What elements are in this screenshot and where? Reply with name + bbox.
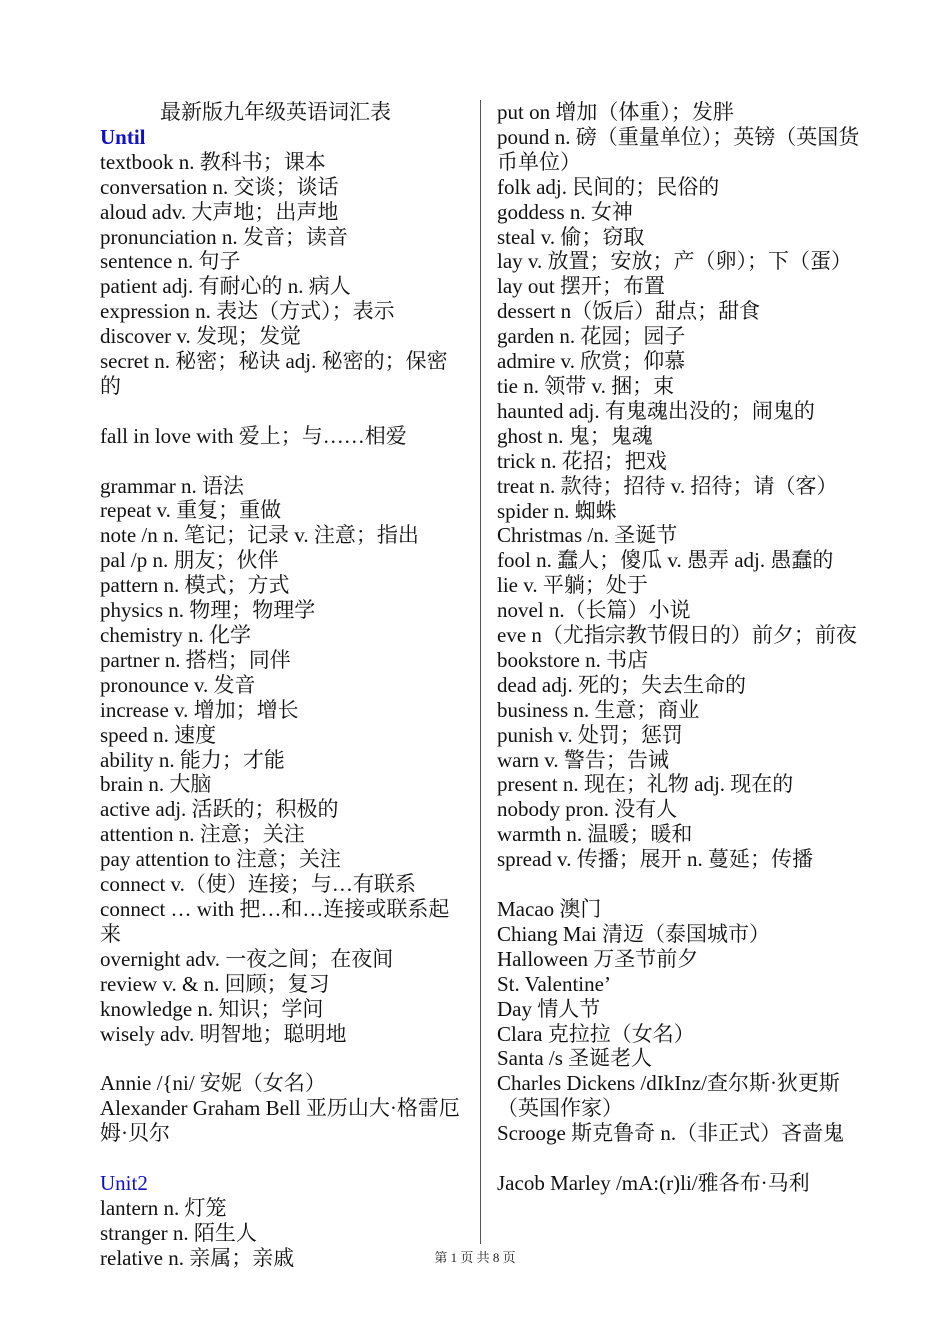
vocab-entry: lantern n. 灯笼 <box>100 1195 227 1220</box>
vocab-entry: pattern n. 模式；方式 <box>100 573 290 598</box>
vocab-entry: connect … with 把…和…连接或联系起来 <box>100 896 450 946</box>
vocab-entry: active adj. 活跃的；积极的 <box>100 797 339 822</box>
vocab-entry: present n. 现在；礼物 adj. 现在的 <box>497 772 794 797</box>
blank-line <box>497 872 865 897</box>
vocab-entry: business n. 生意；商业 <box>497 697 700 722</box>
vocab-entry: physics n. 物理；物理学 <box>100 598 316 623</box>
vocab-entry: novel n.（长篇）小说 <box>497 598 691 623</box>
vocab-entry: speed n. 速度 <box>100 722 217 747</box>
vocab-entry: sentence n. 句子 <box>100 249 241 274</box>
vocab-entry: secret n. 秘密；秘诀 adj. 秘密的；保密的 <box>100 349 448 398</box>
vocab-entry: Charles Dickens /dIkInz/查尔斯·狄更斯（英国作家） <box>497 1071 840 1121</box>
document-title: 最新版九年级英语词汇表 <box>160 100 391 124</box>
vocab-entry: pronunciation n. 发音；读音 <box>100 224 348 249</box>
vocab-entry: expression n. 表达（方式）；表示 <box>100 299 395 324</box>
vocab-entry: Chiang Mai 清迈（泰国城市） <box>497 921 770 946</box>
vocab-entry: warmth n. 温暖；暖和 <box>497 822 693 847</box>
vocab-entry: increase v. 增加；增长 <box>100 697 299 722</box>
vocab-entry: treat n. 款待；招待 v. 招待；请（客） <box>497 473 838 498</box>
vocab-entry: St. Valentine’ <box>497 971 611 996</box>
vocab-entry: pronounce v. 发音 <box>100 672 256 697</box>
vocab-entry: Scrooge 斯克鲁奇 n.（非正式）吝啬鬼 <box>497 1121 845 1146</box>
vocab-entry: partner n. 搭档；同伴 <box>100 647 291 672</box>
vocab-entry: lay out 摆开；布置 <box>497 274 665 299</box>
vocab-entry: pal /p n. 朋友；伙伴 <box>100 548 279 573</box>
vocab-entry: Day 情人节 <box>497 996 601 1021</box>
vocab-entry: Santa /s 圣诞老人 <box>497 1046 653 1071</box>
blank-line <box>100 1146 468 1171</box>
vocab-entry: grammar n. 语法 <box>100 473 245 498</box>
vocab-entry: relative n. 亲属；亲戚 <box>100 1245 295 1270</box>
vocab-entry: Christmas /n. 圣诞节 <box>497 523 678 548</box>
vocab-entry: spider n. 蜘蛛 <box>497 498 617 523</box>
blank-line <box>100 399 468 424</box>
vocab-entry: pay attention to 注意；关注 <box>100 847 341 872</box>
unit-heading: Unit2 <box>100 1170 148 1195</box>
vocab-entry: textbook n. 教科书；课本 <box>100 149 326 174</box>
vocab-entry: overnight adv. 一夜之间；在夜间 <box>100 946 394 971</box>
unit-heading: Until <box>100 124 146 149</box>
vocab-entry: steal v. 偷；窃取 <box>497 224 645 249</box>
blank-line <box>497 1146 865 1171</box>
left-column <box>100 100 468 1271</box>
vocab-entry: garden n. 花园；园子 <box>497 324 686 349</box>
vocab-entry: folk adj. 民间的；民俗的 <box>497 174 720 199</box>
vocab-entry: Annie /{ni/ 安妮（女名） <box>100 1071 326 1096</box>
vocab-entry: fall in love with 爱上；与……相爱 <box>100 423 407 448</box>
vocab-entry: ghost n. 鬼；鬼魂 <box>497 423 653 448</box>
right-column <box>497 100 865 1196</box>
vocab-entry: aloud adv. 大声地；出声地 <box>100 199 339 224</box>
vocab-entry: brain n. 大脑 <box>100 772 212 797</box>
vocab-entry: Alexander Graham Bell 亚历山大·格雷厄姆·贝尔 <box>100 1096 460 1146</box>
vocab-entry: connect v.（使）连接；与…有联系 <box>100 872 416 897</box>
vocab-entry: haunted adj. 有鬼魂出没的；闹鬼的 <box>497 398 815 423</box>
vocab-entry: conversation n. 交谈；谈话 <box>100 174 339 199</box>
column-divider <box>480 100 481 1244</box>
vocab-entry: bookstore n. 书店 <box>497 647 649 672</box>
vocab-entry: goddess n. 女神 <box>497 199 633 224</box>
vocab-entry: dead adj. 死的；失去生命的 <box>497 672 747 697</box>
vocab-entry: Jacob Marley /mA:(r)li/雅各布·马利 <box>497 1170 810 1195</box>
vocab-entry: lie v. 平躺；处于 <box>497 573 648 598</box>
vocab-entry: lay v. 放置；安放；产（卵）；下（蛋） <box>497 249 853 274</box>
vocab-entry: ability n. 能力；才能 <box>100 747 285 772</box>
vocab-entry: repeat v. 重复；重做 <box>100 498 282 523</box>
page-footer: 第 1 页 共 8 页 <box>434 1250 516 1265</box>
vocab-entry: fool n. 蠢人；傻瓜 v. 愚弄 adj. 愚蠢的 <box>497 548 834 573</box>
vocab-entry: dessert n（饭后）甜点；甜食 <box>497 299 761 324</box>
vocab-entry: pound n. 磅（重量单位）；英镑（英国货币单位） <box>497 124 860 174</box>
vocab-entry: warn v. 警告；告诫 <box>497 747 669 772</box>
vocab-entry: discover v. 发现；发觉 <box>100 324 302 349</box>
vocab-entry: stranger n. 陌生人 <box>100 1220 257 1245</box>
vocab-entry: put on 增加（体重）；发胖 <box>497 100 734 124</box>
blank-line <box>100 449 468 474</box>
vocab-entry: knowledge n. 知识；学问 <box>100 996 324 1021</box>
vocab-entry: patient adj. 有耐心的 n. 病人 <box>100 274 351 299</box>
vocab-entry: spread v. 传播；展开 n. 蔓延；传播 <box>497 847 813 872</box>
vocab-entry: Macao 澳门 <box>497 896 602 921</box>
vocab-entry: attention n. 注意；关注 <box>100 822 305 847</box>
vocab-entry: tie n. 领带 v. 捆；束 <box>497 373 675 398</box>
vocab-entry: trick n. 花招；把戏 <box>497 448 667 473</box>
vocab-entry: punish v. 处罚；惩罚 <box>497 722 683 747</box>
vocab-entry: wisely adv. 明智地；聪明地 <box>100 1021 347 1046</box>
vocab-entry: nobody pron. 没有人 <box>497 797 678 822</box>
vocab-entry: eve n（尤指宗教节假日的）前夕；前夜 <box>497 623 857 648</box>
vocab-entry: admire v. 欣赏；仰慕 <box>497 349 686 374</box>
vocab-entry: note /n n. 笔记；记录 v. 注意；指出 <box>100 523 419 548</box>
vocab-entry: chemistry n. 化学 <box>100 623 252 647</box>
blank-line <box>100 1046 468 1071</box>
vocab-entry: Halloween 万圣节前夕 <box>497 946 699 971</box>
vocab-entry: review v. & n. 回顾；复习 <box>100 971 330 996</box>
vocab-entry: Clara 克拉拉（女名） <box>497 1021 695 1046</box>
